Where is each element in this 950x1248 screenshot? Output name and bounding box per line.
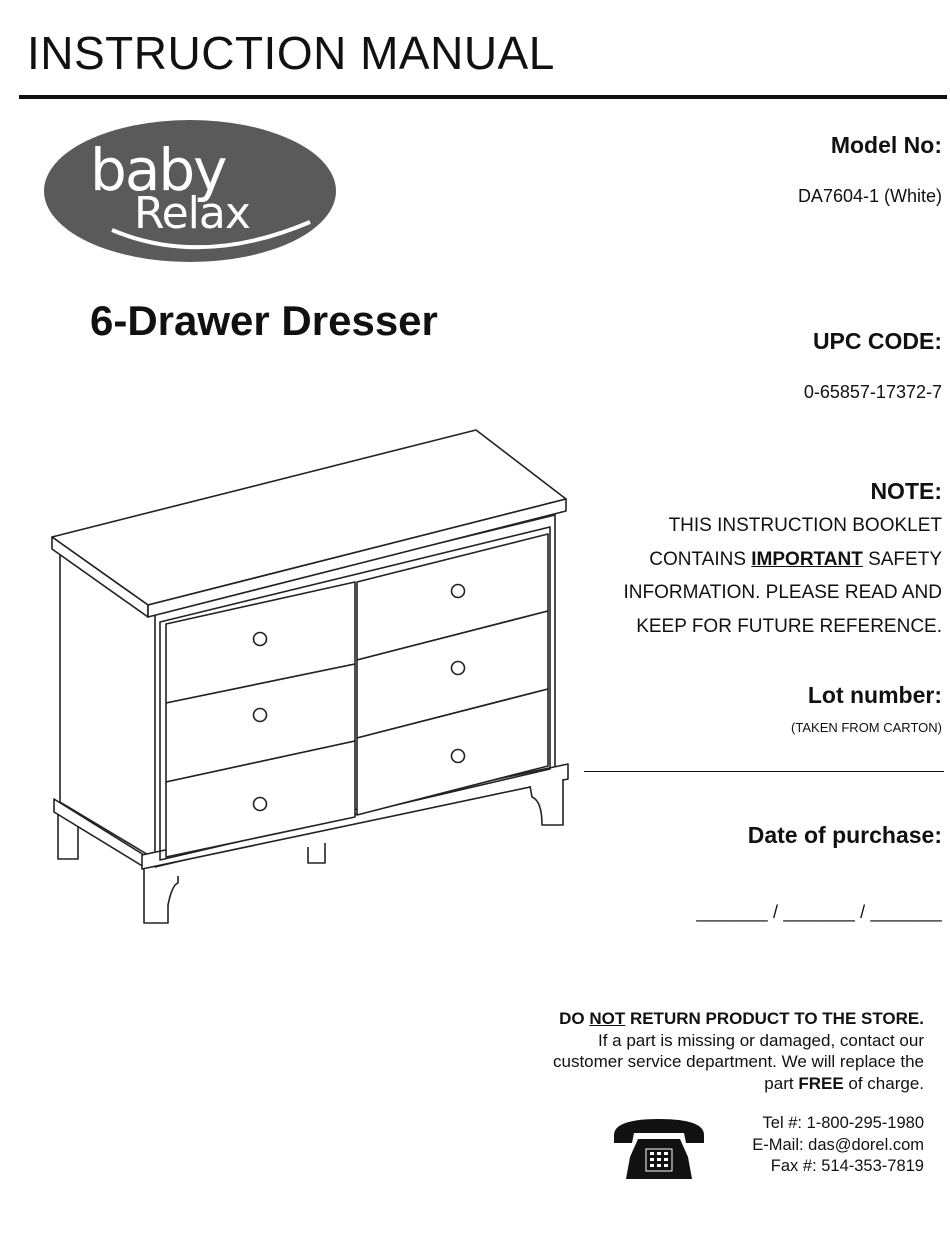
contact-tel: Tel #: 1-800-295-1980 xyxy=(762,1114,924,1132)
contact-email: E-Mail: das@dorel.com xyxy=(752,1135,924,1154)
contact-info xyxy=(752,1113,924,1178)
purchase-label: Date of purchase: xyxy=(747,822,942,848)
model-value: DA7604-1 (White) xyxy=(797,186,942,206)
logo-text-baby: baby xyxy=(90,136,226,204)
return-line-2: If a part is missing or damaged, contact our xyxy=(598,1030,924,1050)
upc-value: 0-65857-17372-7 xyxy=(803,382,942,402)
lot-number-blank xyxy=(584,771,944,772)
return-free: FREE xyxy=(798,1073,844,1093)
contact-fax: Fax #: 514-353-7819 xyxy=(770,1157,924,1175)
note-line-2-end: SAFETY xyxy=(862,548,942,570)
return-line-4-end: of charge. xyxy=(843,1073,924,1093)
note-label: NOTE: xyxy=(870,478,942,504)
note-line-2 xyxy=(624,543,942,577)
telephone-icon xyxy=(612,1117,706,1183)
note-important: IMPORTANT xyxy=(751,548,863,570)
return-notice xyxy=(553,1008,924,1094)
return-line-4-start: part xyxy=(764,1073,799,1093)
return-line-4 xyxy=(553,1073,924,1095)
return-do: DO xyxy=(559,1009,590,1028)
purchase-date-blank: _______ / _______ / _______ xyxy=(696,902,942,922)
brand-logo-icon xyxy=(42,118,338,264)
lot-label: Lot number: xyxy=(807,682,942,708)
return-rest: RETURN PRODUCT TO THE STORE. xyxy=(625,1009,924,1028)
logo-text-relax: Relax xyxy=(134,188,250,239)
note-line-2-start: CONTAINS xyxy=(649,548,752,570)
return-line-3: customer service department. We will replace the xyxy=(552,1052,924,1071)
upc-label: UPC CODE: xyxy=(812,328,942,354)
note-line-4: KEEP FOR FUTURE REFERENCE. xyxy=(636,615,942,637)
return-heading xyxy=(553,1008,924,1030)
note-line-1: THIS INSTRUCTION BOOKLET xyxy=(668,515,942,536)
note-body xyxy=(624,509,942,643)
return-not: NOT xyxy=(589,1009,626,1028)
note-line-3: INFORMATION. PLEASE READ AND xyxy=(623,582,942,603)
product-title: 6-Drawer Dresser xyxy=(90,297,438,344)
dresser-illustration-icon xyxy=(50,427,572,927)
model-label: Model No: xyxy=(830,132,942,158)
header-divider xyxy=(19,95,947,99)
document-title: INSTRUCTION MANUAL xyxy=(27,27,555,79)
lot-sublabel: (TAKEN FROM CARTON) xyxy=(791,720,942,735)
